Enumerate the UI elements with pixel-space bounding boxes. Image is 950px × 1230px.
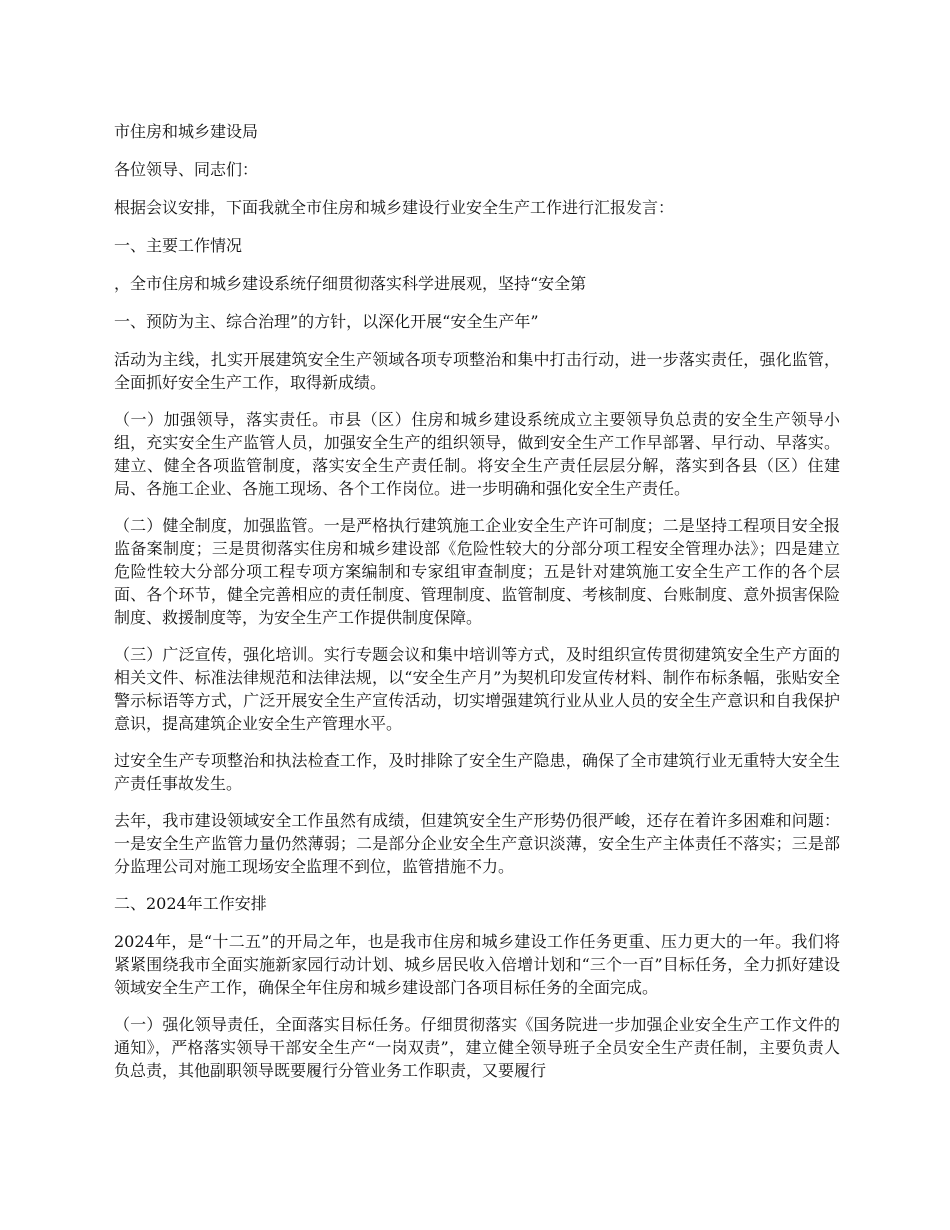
paragraph-problems: 去年，我市建设领域安全工作虽然有成绩，但建筑安全生产形势仍很严峻，还存在着许多困难和问题：一是安全生产监管力量仍然薄弱；二是部分企业安全生产意识淡薄，安全生产主体责任不落实；三是部分监理公司对施工现场安全监理不到位，监管措施不力。 (114, 811, 840, 876)
paragraph-leadership: （一）加强领导，落实责任。市县（区）住房和城乡建设系统成立主要领导负总责的安全生产领导小组，充实安全生产监管人员，加强安全生产的组织领导，做到安全生产工作早部署、早行动、早落实。建立、健全各项监管制度，落实安全生产责任制。将安全生产责任层层分解，落实到各县（区）住建局、各施工企业、各施工现场、各个工作岗位。进一步明确和强化安全生产责任。 (114, 410, 840, 498)
salutation: 各位领导、同志们： (114, 160, 259, 179)
opening-paragraph: 根据会议安排，下面我就全市住房和城乡建设行业安全生产工作进行汇报发言： (114, 198, 675, 217)
paragraph-policy-line-2: 一、预防为主、综合治理”的方针，以深化开展“安全生产年” (114, 312, 539, 331)
paragraph-systems: （二）健全制度，加强监管。一是严格执行建筑施工企业安全生产许可制度；二是坚持工程项目安全报监备案制度；三是贯彻落实住房和城乡建设部《危险性较大的分部分项工程安全管理办法》；四是建立危险性较大分部分项工程专项方案编制和专家组审查制度；五是针对建筑施工安全生产工作的各个层面、各个环节，健全完善相应的责任制度、管理制度、监管制度、考核制度、台账制度、意外损害保险制度、救援制度等，为安全生产工作提供制度保障。 (114, 516, 840, 627)
paragraph-activities: 活动为主线，扎实开展建筑安全生产领域各项专项整治和集中打击行动，进一步落实责任，强化监管，全面抓好安全生产工作，取得新成绩。 (114, 350, 840, 392)
document-body (114, 120, 840, 1096)
paragraph-publicity: （三）广泛宣传，强化培训。实行专题会议和集中培训等方式，及时组织宣传贯彻建筑安全生产方面的相关文件、标准法律规范和法律法规，以“安全生产月”为契机印发宣传材料、制作布标条幅，张贴安全警示标语等方式，广泛开展安全生产宣传活动，切实增强建筑行业从业人员的安全生产意识和自我保护意识，提高建筑企业安全生产管理水平。 (114, 645, 840, 733)
addressee-org: 市住房和城乡建设局 (114, 122, 259, 141)
section-heading-2: 二、2024年工作安排 (114, 894, 267, 913)
paragraph-2024-plan: 2024年，是“十二五”的开局之年，也是我市住房和城乡建设工作任务更重、压力更大的一年。我们将紧紧围绕我市全面实施新家园行动计划、城乡居民收入倍增计划和“三个一百”目标任务，全力抓好建设领域安全生产工作，确保全年住房和城乡建设部门各项目标任务的全面完成。 (114, 932, 840, 997)
paragraph-inspection: 过安全生产专项整治和执法检查工作，及时排除了安全生产隐患，确保了全市建筑行业无重特大安全生产责任事故发生。 (114, 751, 840, 793)
paragraph-responsibility: （一）强化领导责任，全面落实目标任务。仔细贯彻落实《国务院进一步加强企业安全生产工作文件的通知》，严格落实领导干部安全生产“一岗双责”，建立健全领导班子全员安全生产责任制，主要负责人负总责，其他副职领导既要履行分管业务工作职责，又要履行 (114, 1015, 840, 1080)
paragraph-policy-line-1: ，全市住房和城乡建设系统仔细贯彻落实科学进展观，坚持“安全第 (114, 274, 587, 293)
section-heading-1: 一、主要工作情况 (114, 236, 243, 255)
